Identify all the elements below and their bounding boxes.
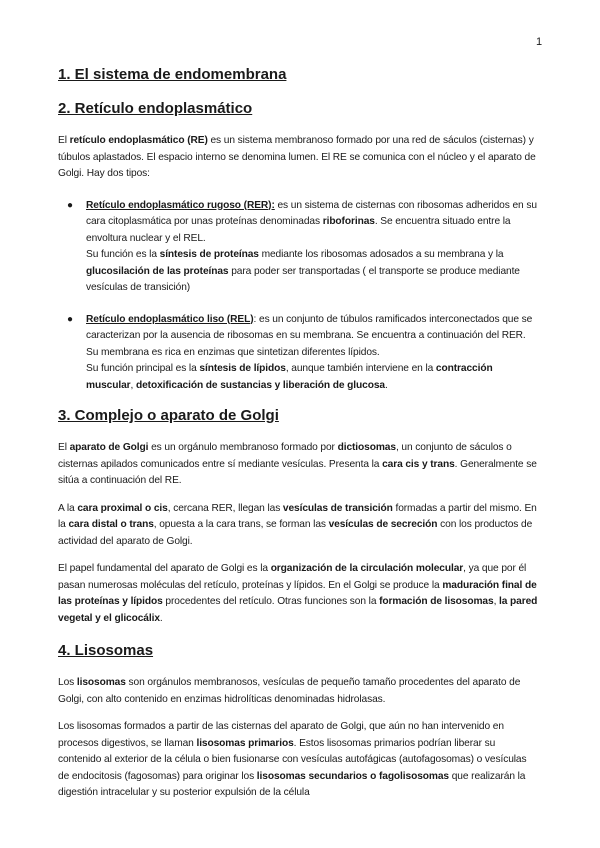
paragraph-rel-function [86, 361, 538, 394]
text-run: Su función es la [86, 249, 160, 260]
text-run: , aunque también interviene en la [285, 363, 436, 374]
heading-lysosomes: 4. Lisosomas [58, 642, 154, 659]
bold-text-run: la pared vegetal y el glicocálix [58, 596, 538, 624]
text-run: es un orgánulo membranoso formado por [148, 442, 338, 453]
text-run: es un sistema membranoso formado por una red de sáculos (cisternas) y túbulos aplastados. El espacio interno se denomina lumen. El RE se comunica con el núcleo y el aparato de Golgi. Hay dos tipos: [58, 135, 536, 179]
text-run: El [58, 442, 70, 453]
bold-text-run: contracción muscular [86, 363, 493, 391]
text-run: , [493, 596, 500, 607]
text-run: para poder ser transportadas ( el transporte se produce mediante vesículas de transición) [86, 265, 520, 293]
text-run: A la [58, 502, 78, 514]
paragraph-golgi-definition [58, 440, 538, 490]
bold-text-run: retículo endoplasmático (RE) [69, 135, 208, 146]
list-item-rel [58, 312, 538, 395]
text-run: , opuesta a la cara trans, se forman las [153, 519, 329, 530]
document-body [58, 62, 538, 802]
paragraph-golgi-function [58, 561, 538, 627]
bold-text-run: aparato de Golgi [69, 442, 149, 453]
text-run: procedentes del retículo. Otras funciones son la [162, 596, 380, 607]
text-run: . Estos lisosomas primarios podrían liberar su contenido al exterior de la célula o bien fusionarse con vesículas autofágicas (autofagosomas) o vesículas de endocitosis (fagosomas) para originar los [58, 737, 527, 782]
text-run: , ya que por él pasan numerosas moléculas del retículo, proteínas y lípidos. En el Golgi se produce la [58, 563, 527, 591]
bold-text-run: lisosomas secundarios o fagolisosomas [256, 770, 449, 782]
bold-text-run: formación de lisosomas [379, 596, 494, 607]
paragraph-rel-definition [86, 312, 538, 362]
text-run: El papel fundamental del aparato de Golgi es la [58, 563, 271, 574]
bold-text-run: cara proximal o cis [77, 502, 168, 514]
text-run: . [384, 379, 388, 391]
bold-text-run: dictiosomas [337, 442, 396, 453]
bold-text-run: síntesis de lípidos [199, 363, 286, 374]
text-run: Los [58, 677, 77, 688]
paragraph-golgi-faces [58, 501, 538, 551]
paragraph-rer-definition [86, 198, 538, 248]
paragraph-lysosome-types [58, 719, 538, 802]
text-run: con los productos de actividad del aparato de Golgi. [58, 519, 533, 547]
bold-text-run: glucosilación de las proteínas [86, 265, 229, 277]
text-run: . [159, 612, 163, 624]
text-run: Su función principal es la [86, 363, 200, 374]
bullet-dot: ● [67, 199, 74, 211]
paragraph-lysosome-definition [58, 675, 538, 708]
heading-endomembrane: 1. El sistema de endomembrana [58, 66, 287, 83]
text-run: , [130, 379, 136, 391]
text-run: El [58, 135, 70, 146]
bold-text-run: vesículas de secreción [328, 519, 438, 530]
bold-text-run: cara distal o trans [68, 519, 154, 530]
bold-text-run: maduración final de las proteínas y lípidos [58, 579, 537, 607]
heading-golgi: 3. Complejo o aparato de Golgi [58, 407, 279, 424]
list-item-rer [58, 198, 538, 297]
text-run: Los lisosomas formados a partir de las cisternas del aparato de Golgi, que aún no han intervenido en procesos digestivos, se llaman [58, 721, 504, 749]
text-run: . Se encuentra situado entre la envoltura nuclear y el REL. [86, 216, 511, 244]
text-run: : es un conjunto de túbulos ramificados interconectados que se caracterizan por la ausencia de ribosomas en su membrana. Se encuentra a continuación del RER. Su membrana es rica en enzimas que sintetizan diferentes lípidos. [86, 313, 533, 358]
text-run: mediante los ribosomas adosados a su membrana y la [258, 249, 504, 260]
bold-text-run: riboforinas [322, 216, 375, 227]
text-run: , un conjunto de sáculos o cisternas apilados comunicados entre sí mediante vesículas. Presenta la [58, 442, 512, 470]
text-run: es un sistema de cisternas con ribosomas adheridos en su cara citoplasmática por unas proteínas denominadas [86, 199, 537, 227]
bold-text-run: lisosomas primarios [196, 737, 294, 749]
paragraph-re-intro [58, 133, 538, 183]
bold-text-run: síntesis de proteínas [159, 249, 259, 260]
bold-text-run: detoxificación de sustancias y liberación de glucosa [135, 379, 385, 391]
text-run: . Generalmente se sitúa a continuación del RE. [58, 458, 537, 486]
page-number: 1 [536, 36, 543, 48]
bold-text-run: Retículo endoplasmático liso (REL) [86, 313, 254, 325]
paragraph-rer-function [86, 247, 538, 297]
text-run: , cercana RER, llegan las [167, 502, 283, 514]
re-types-list [58, 198, 538, 395]
text-run: formadas a partir del mismo. En la [58, 502, 537, 530]
bold-text-run: vesículas de transición [282, 502, 393, 514]
bold-text-run: organización de la circulación molecular [270, 563, 464, 574]
bold-text-run: Retículo endoplasmático rugoso (RER): [86, 199, 275, 211]
bullet-dot: ● [67, 313, 74, 325]
text-run: que realizarán la digestión intracelular y su posterior expulsión de la célula [58, 770, 526, 798]
bold-text-run: lisosomas [76, 677, 126, 688]
text-run: son orgánulos membranosos, vesículas de pequeño tamaño procedentes del aparato de Golgi, con alto contenido en enzimas hidrolíticas denominadas hidrolasas. [58, 677, 521, 705]
heading-reticulum: 2. Retículo endoplasmático [58, 100, 253, 117]
bold-text-run: cara cis y trans [382, 458, 455, 470]
